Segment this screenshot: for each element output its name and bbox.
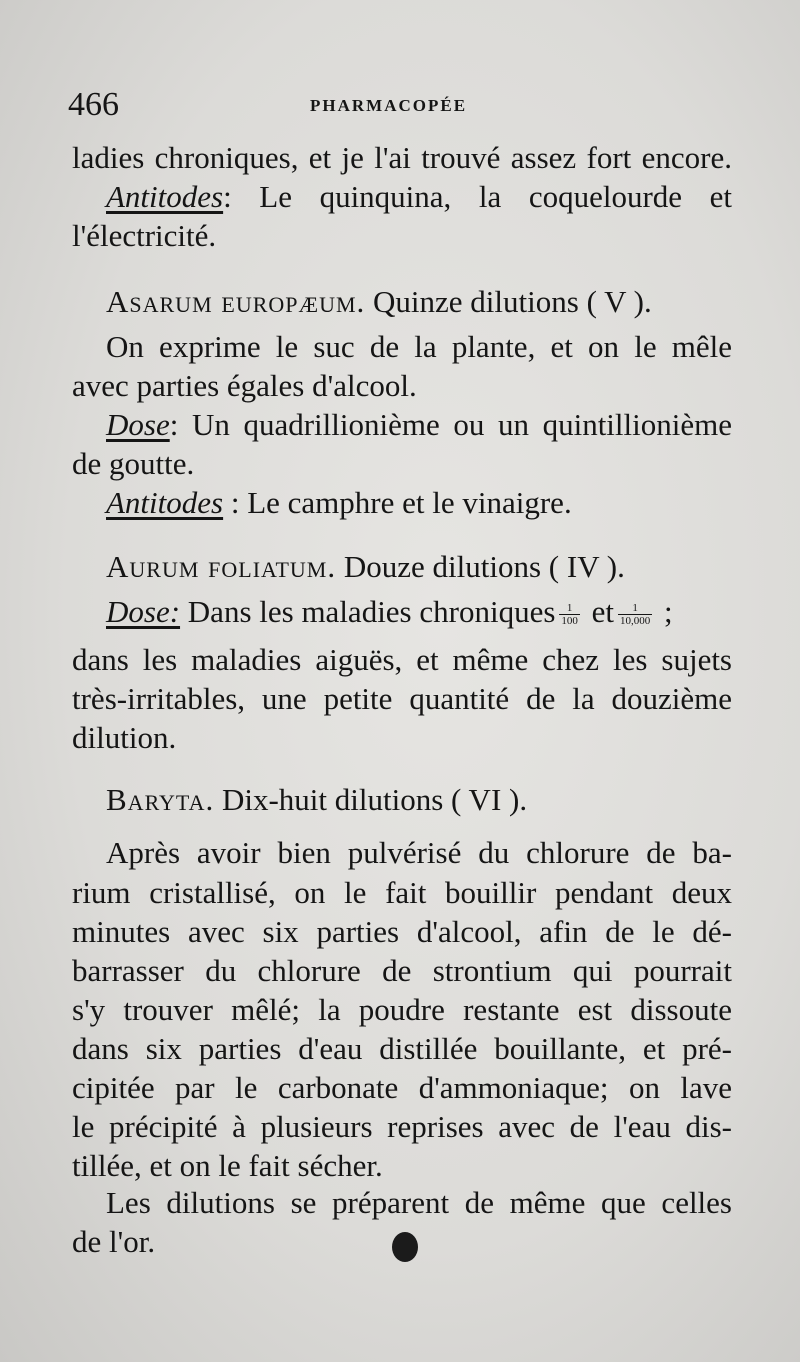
text-line: dilution.: [72, 720, 177, 755]
text-line: s'y trouver mêlé; la poudre restante est dissoute: [72, 992, 732, 1027]
fraction-numerator: 1: [632, 602, 638, 615]
fraction-denominator: 10,000: [620, 615, 651, 628]
antitodes-label: Antitodes: [106, 485, 224, 520]
antitodes-label: Antitodes: [106, 179, 224, 214]
section-heading-baryta: [72, 780, 732, 819]
fraction: [559, 602, 580, 627]
text-line: ;: [656, 594, 673, 629]
text-line: Quinze dilutions ( V ).: [365, 284, 652, 319]
text-line: rium cristallisé, on le fait bouillir pendant deux: [72, 875, 732, 910]
text-line: et: [583, 594, 615, 629]
text-line: : Le quinquina, la coquelourde et: [223, 179, 732, 214]
fraction: [618, 602, 652, 627]
text-line: minutes avec six parties d'alcool, afin de le dé-: [72, 914, 732, 949]
remedy-name: Aurum foliatum.: [106, 549, 337, 584]
text-line: très-irritables, une petite quantité de la douzième: [72, 681, 732, 716]
text-line: le précipité à plusieurs reprises avec de l'eau dis-: [72, 1109, 732, 1144]
remedy-name: Asarum europæum.: [106, 284, 366, 319]
page-header: [68, 86, 728, 130]
text-line: Dans les maladies chroniques: [180, 594, 556, 629]
remedy-name: Baryta.: [106, 782, 215, 817]
text-line: : Le camphre et le vinaigre.: [223, 485, 572, 520]
text-line: cipitée par le carbonate d'ammoniaque; on lave: [72, 1070, 732, 1105]
page-number: 466: [68, 86, 119, 123]
text-line: : Un quadrillionième ou un quintillionième: [169, 407, 732, 442]
text-line: Douze dilutions ( IV ).: [336, 549, 625, 584]
dose-line: [72, 405, 732, 444]
antitodes-line: [72, 177, 732, 216]
text-line: ladies chroniques, et je l'ai trouvé assez fort encore.: [72, 140, 732, 175]
text-line: de goutte.: [72, 446, 195, 481]
text-line: l'électricité.: [72, 218, 217, 253]
text-line: tillée, et on le fait sécher.: [72, 1148, 383, 1183]
dose-label: Dose: [106, 407, 170, 442]
running-title: PHARMACOPÉE: [310, 96, 468, 115]
text-line: On exprime le suc de la plante, et on le mêle: [106, 329, 732, 364]
text-line: de l'or.: [72, 1224, 156, 1259]
fraction-denominator: 100: [561, 615, 578, 628]
text-line: dans six parties d'eau distillée bouillante, et pré-: [72, 1031, 732, 1066]
text-line: dans les maladies aiguës, et même chez les sujets: [72, 642, 732, 677]
dose-label: Dose:: [106, 594, 181, 629]
text-line: Après avoir bien pulvérisé du chlorure de ba-: [106, 835, 732, 870]
text-line: Les dilutions se préparent de même que celles: [106, 1185, 732, 1220]
fraction-numerator: 1: [566, 602, 573, 615]
section-heading-aurum: [72, 547, 732, 586]
text-line: avec parties égales d'alcool.: [72, 368, 417, 403]
antitodes-line: [72, 483, 732, 522]
text-line: barrasser du chlorure de strontium qui pourrait: [72, 953, 732, 988]
dose-line: [72, 592, 732, 631]
text-line: Dix-huit dilutions ( VI ).: [214, 782, 528, 817]
section-heading-asarum: [72, 282, 732, 321]
ink-blot: [392, 1232, 418, 1262]
